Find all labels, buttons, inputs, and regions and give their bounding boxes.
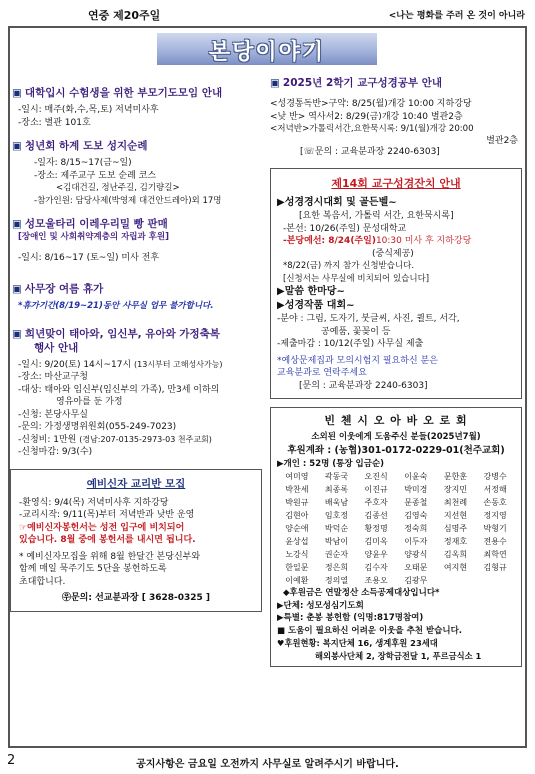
- text-line: 별관2층: [486, 135, 518, 146]
- donor-table: [277, 470, 515, 587]
- text-line: -환영식: 9/4(목) 저녁미사후 지하강당: [19, 497, 169, 508]
- text-line: 함께 매일 묵주기도 5단을 봉헌하도록: [19, 564, 167, 574]
- square-bullet-icon: ▣: [12, 87, 22, 99]
- text-line: -본선: 10/26(주일) 문성대학교: [283, 223, 407, 234]
- table-row: [277, 561, 515, 574]
- donor-name: 오태문: [404, 563, 428, 572]
- section-title-blessing-2: 행사 안내: [34, 341, 79, 354]
- donor-name: 윤상섭: [285, 537, 309, 546]
- text-line: -제출마감 : 10/12(주일) 사무실 제출: [277, 339, 424, 349]
- square-bullet-icon: ▣: [12, 218, 22, 230]
- text-line: -분야 : 그림, 도자기, 붓글씨, 사진, 퀼트, 서각,: [277, 314, 460, 324]
- text-line: ♥후원현황: 복지단체 16, 생계후원 23세대: [277, 638, 438, 648]
- text-line: ◆후원금은 연말정산 소득공제대상입니다*: [283, 588, 440, 598]
- page-number: 2: [7, 753, 16, 768]
- text-line: -신청: 본당사무실: [18, 409, 88, 420]
- box-title: 예비신자 교리반 모집: [86, 477, 186, 490]
- page-header: [0, 0, 535, 26]
- donor-name: 최학연: [483, 550, 507, 559]
- donor-name: 박찬세: [285, 485, 309, 494]
- donor-name: 정의열: [324, 576, 349, 585]
- donor-name: 박원규: [285, 498, 309, 507]
- text-line: [요한 복음서, 가톨릭 서간, 요한묵시록]: [299, 211, 454, 221]
- donor-name: 정지영: [483, 511, 507, 520]
- donor-name: 양광식: [404, 550, 428, 559]
- text-line: -일자: 8/15~17(금~일): [34, 158, 132, 168]
- donor-name: 심명주: [443, 524, 468, 533]
- text-line: [신청서는 사무실에 비치되어 있습니다]: [283, 273, 430, 284]
- catechumen-box: [10, 469, 262, 612]
- section-title-bible-study: ▣ 2025년 2학기 교구성경공부 안내: [270, 77, 442, 89]
- donor-name: 강병수: [483, 472, 507, 481]
- donor-name: 장지민: [443, 485, 468, 494]
- text-line: -본당예선: 8/24(주일)10:30 미사 후 지하강당: [283, 236, 472, 246]
- donor-name: 주호자: [364, 498, 388, 507]
- text-line: -장소: 마산교구청: [18, 372, 88, 382]
- text-line: *예상문제집과 모의시험지 필요하신 분은: [277, 355, 438, 366]
- square-bullet-icon: ▣: [270, 77, 280, 89]
- text-line: -일시: 매주(화,수,목,토) 저녁미사후: [18, 105, 159, 115]
- text-line: -신청마감: 9/3(수): [18, 447, 93, 457]
- section-title-parent-prayer: ▣ 대학입시 수험생을 위한 부모기도모임 안내: [12, 87, 223, 99]
- text-line: ■ 도움이 필요하신 어려운 이웃을 추천 받습니다.: [277, 625, 463, 636]
- text-line: 초대합니다.: [19, 576, 66, 587]
- donor-name: 정은희: [324, 563, 349, 572]
- donor-name: 오진식: [364, 472, 388, 481]
- donor-name: 최종록: [324, 485, 349, 494]
- table-row: [277, 535, 515, 548]
- section-title-youth-pilgrimage: ▣ 청년회 하계 도보 성지순례: [12, 140, 148, 152]
- text-line: 영유아를 둔 가정: [56, 397, 123, 407]
- text-line: 소외된 이웃에게 도움주신 분들(2025년7월): [311, 432, 481, 442]
- table-row: [277, 470, 515, 483]
- donor-name: 김수자: [364, 563, 388, 572]
- text-line: ▶개인 : 52명 (통장 입금순): [277, 458, 385, 469]
- text-line: ☞예비신자봉헌서는 성전 입구에 비치되어: [19, 522, 185, 533]
- donor-name: 문한훈: [443, 472, 468, 481]
- text-line: -장소: 제주교구 도보 순례 코스: [34, 170, 157, 181]
- title-banner: [157, 33, 377, 65]
- box-title: 빈 첸 시 오 아 바 오 로 회: [324, 414, 468, 427]
- donor-name: [475, 574, 515, 587]
- section-title-blessing: ▣ 희년맞이 태아와, 임신부, 유아와 가정축복: [12, 327, 220, 340]
- donor-name: 양윤우: [364, 550, 388, 559]
- donor-name: 정숙희: [404, 524, 428, 533]
- donor-name: 손동호: [483, 498, 507, 507]
- donor-name: 이예환: [285, 576, 309, 585]
- donor-name: 이두자: [404, 537, 428, 546]
- text-line: *8/22(금) 까지 참가 신청받습니다.: [283, 261, 415, 271]
- text-line: -문의: 가정생명위원회(055-249-7023): [18, 422, 177, 432]
- text-line: ▶특별: 춘봉 봉헌함 (익명:817명참여): [277, 613, 424, 623]
- donor-name: 전용수: [483, 537, 507, 546]
- donor-name: 권순자: [324, 550, 349, 559]
- donor-name: 한일문: [285, 563, 309, 572]
- text-line: 해외봉사단체 2, 장학금전달 1, 푸르금식소 1: [315, 650, 482, 661]
- vincent-de-paul-box: [270, 407, 522, 667]
- text-line: [장애인 및 사회취약계층의 자립과 후원]: [18, 232, 169, 242]
- square-bullet-icon: ▣: [12, 283, 22, 295]
- section-title-vacation: ▣ 사무장 여름 휴가: [12, 283, 104, 295]
- text-line: -대상: 태아와 임신부(임신부의 가족), 만3세 이하의: [18, 384, 220, 395]
- donor-name: 조용오: [364, 576, 388, 585]
- table-row: [277, 483, 515, 496]
- text-line: <성경통독반>구약: 8/25(월)개강 10:00 지하강당: [270, 99, 472, 109]
- subheading: ▶성경경시대회 및 골든벨~: [277, 197, 397, 208]
- donor-name: 서정해: [483, 485, 507, 494]
- donor-name: 이진규: [364, 485, 388, 494]
- text-line: <김대건길, 정난주길, 김기량길>: [56, 183, 180, 193]
- donor-name: 최천례: [443, 498, 468, 507]
- donor-name: 배욱남: [324, 498, 349, 507]
- donor-name: 김옥희: [443, 550, 468, 559]
- account-line: 후원계좌 : (농협)301-0172-0229-01(천주교회): [287, 444, 505, 456]
- donor-name: 황정명: [364, 524, 388, 533]
- text-line: 있습니다. 8월 중에 봉헌서를 내시면 됩니다.: [19, 535, 196, 545]
- donor-name: 김형규: [483, 563, 507, 572]
- donor-name: 노강식: [285, 550, 309, 559]
- square-bullet-icon: ▣: [12, 140, 22, 152]
- donor-name: 정재호: [443, 537, 468, 546]
- text-line: 교육분과로 연락주세요: [277, 368, 367, 378]
- text-line: ▶단체: 성모성심기도회: [277, 600, 364, 611]
- motto-text: <나는 평화를 주러 온 것이 아니라: [388, 11, 525, 21]
- square-bullet-icon: ▣: [12, 327, 22, 340]
- banner-title: 본당이야기: [208, 40, 326, 65]
- page-footer: [0, 750, 535, 774]
- text-line: -일시: 8/16~17 (토~일) 미사 전후: [18, 252, 160, 263]
- text-line: [문의 : 교육분과장 2240-6303]: [299, 380, 428, 391]
- text-line: 공예품, 꽃꽂이 등: [321, 326, 391, 337]
- donor-name: 문종철: [404, 498, 428, 507]
- table-row: [277, 548, 515, 561]
- donor-name: 박형기: [483, 524, 507, 533]
- footer-note: 공지사항은 금요일 오전까지 사무실로 알려주시기 바랍니다.: [136, 759, 399, 770]
- week-label: 연중 제20주일: [88, 9, 161, 22]
- table-row: [277, 496, 515, 509]
- table-row: [277, 509, 515, 522]
- donor-name: 김광무: [404, 576, 428, 585]
- subheading: ▶말씀 한마당~: [277, 286, 345, 297]
- box-title: 제14회 교구성경잔치 안내: [331, 177, 461, 190]
- text-line: <저녁반>가톨릭서간,요한묵시록: 9/1(월)개강 20:00: [270, 124, 474, 134]
- donor-name: 지선현: [443, 511, 468, 520]
- bible-festival-box: [270, 168, 522, 399]
- subheading: ▶성경작품 대회~: [277, 300, 355, 311]
- donor-name: 박미경: [404, 485, 428, 494]
- donor-name: 여지현: [443, 563, 468, 572]
- donor-name: 임호정: [324, 511, 349, 520]
- text-line: -신청비: 1만원 (경남:207-0135-2973-03 천주교회): [18, 434, 212, 445]
- donor-name: 곽동국: [324, 472, 349, 481]
- donor-name: [436, 574, 476, 587]
- donor-name: 여미영: [285, 472, 309, 481]
- text-line: -장소: 별관 101호: [18, 117, 91, 128]
- donor-name: 김미옥: [364, 537, 388, 546]
- donor-name: 김종선: [364, 511, 388, 520]
- text-line: <낮 반> 역사서2: 8/29(금)개강 10:40 별관2층: [270, 111, 463, 122]
- donor-name: 김영숙: [404, 511, 428, 520]
- table-row: [277, 574, 515, 587]
- donor-name: 이윤숙: [404, 472, 428, 481]
- text-line: * 예비신자모집을 위해 8월 한달간 본당신부와: [19, 551, 201, 562]
- text-line: (중식제공): [372, 248, 414, 259]
- text-line: -교리시작: 9/11(목)부터 저녁반과 낮반 운영: [19, 510, 195, 520]
- donor-name: 김현아: [285, 511, 309, 520]
- donor-name: 박남이: [324, 537, 349, 546]
- text-line: [☏문의 : 교육분과장 2240-6303]: [300, 146, 440, 157]
- text-line: -일시: 9/20(토) 14시~17시 (13시부터 고해성사가능): [18, 359, 223, 370]
- text-line: -참가인원: 담당사제(박영제 대건안드레아)외 17명: [34, 195, 222, 206]
- right-column: [270, 76, 522, 667]
- left-column: [12, 76, 262, 612]
- donor-name: 박덕순: [324, 524, 349, 533]
- donor-name: 양순애: [285, 524, 309, 533]
- table-row: [277, 522, 515, 535]
- text-line: *휴가기간(8/19~21)동안 사무실 업무 불가합니다.: [18, 301, 214, 311]
- section-title-bread-sale: ▣ 성모울타리 이레우리밀 빵 판매: [12, 218, 168, 230]
- contact-line: ㉾문의: 선교분과장 [ 3628-0325 ]: [61, 593, 211, 603]
